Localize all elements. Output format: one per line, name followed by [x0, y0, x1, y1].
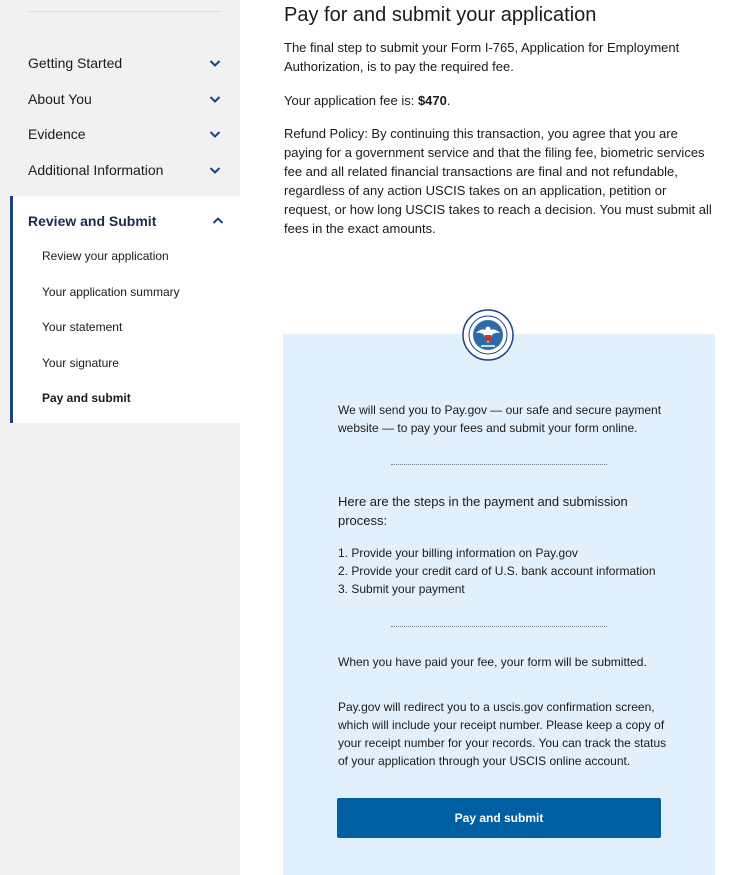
sidebar-item-review-and-submit[interactable]: Review and Submit	[28, 213, 157, 229]
dhs-seal-icon	[462, 309, 514, 361]
fee-amount: $470	[417, 93, 447, 108]
sidebar-subitem-your-application-summary[interactable]: Your application summary	[42, 285, 180, 299]
chevron-up-icon[interactable]	[212, 215, 224, 227]
chevron-down-icon	[209, 128, 221, 140]
chevron-down-icon	[209, 93, 221, 105]
pay-and-submit-button[interactable]: Pay and submit	[337, 798, 661, 838]
list-item: 1. Provide your billing information on Pay.gov	[338, 546, 578, 560]
redirect-text: Pay.gov will redirect you to a uscis.gov confirmation screen, which will include your receipt number. Please keep a copy of your receipt number for your records. You can track the status of your application through your USCIS online account.	[338, 700, 667, 768]
pay-gov-intro: We will send you to Pay.gov — our safe and secure payment website — to pay your fees and submit your form online.	[338, 403, 662, 435]
list-item: 3. Submit your payment	[338, 582, 465, 596]
sidebar-item-evidence[interactable]	[0, 118, 240, 150]
fee-line	[284, 91, 716, 110]
fee-label: Your application fee is:	[284, 93, 418, 108]
sidebar-nav	[0, 0, 240, 875]
sidebar-item-label: Additional Information	[28, 162, 164, 178]
dotted-divider	[391, 626, 607, 627]
sidebar-divider	[28, 11, 222, 12]
payment-info-box	[283, 334, 715, 875]
sidebar-subitem-your-statement[interactable]: Your statement	[42, 320, 123, 334]
steps-list	[338, 544, 656, 598]
intro-text: The final step to submit your Form I-765, Application for Employment Authorization, is to pay the required fee.	[284, 40, 680, 74]
sidebar-section-review-and-submit	[10, 196, 243, 423]
sidebar-item-additional-information[interactable]	[0, 154, 240, 186]
fee-suffix: .	[446, 93, 451, 108]
dotted-divider	[391, 464, 607, 465]
sidebar-subitem-review-your-application[interactable]: Review your application	[42, 249, 169, 263]
sidebar-item-label: Getting Started	[28, 55, 123, 71]
sidebar-subitem-pay-and-submit[interactable]: Pay and submit	[42, 391, 131, 405]
list-item: 2. Provide your credit card of U.S. bank account information	[338, 564, 656, 578]
chevron-down-icon	[209, 57, 221, 69]
chevron-down-icon	[209, 164, 221, 176]
sidebar-subitem-your-signature[interactable]: Your signature	[42, 356, 119, 370]
sidebar-item-label: Evidence	[28, 126, 86, 142]
steps-heading: Here are the steps in the payment and submission process:	[338, 494, 628, 528]
page-title: Pay for and submit your application	[284, 4, 597, 26]
refund-policy-text: Refund Policy: By continuing this transaction, you agree that you are paying for a government service and that the filing fee, biometric services fee and all related financial transactions are final and not refundable, regardless of any action USCIS takes on an application, petition or request, or how long USCIS takes to reach a decision. You must submit all fees in the exact amounts.	[284, 126, 712, 236]
sidebar-item-getting-started[interactable]	[0, 47, 240, 79]
sidebar-item-label: About You	[28, 91, 92, 107]
after-payment-text: When you have paid your fee, your form will be submitted.	[338, 655, 647, 669]
sidebar-item-about-you[interactable]	[0, 83, 240, 115]
